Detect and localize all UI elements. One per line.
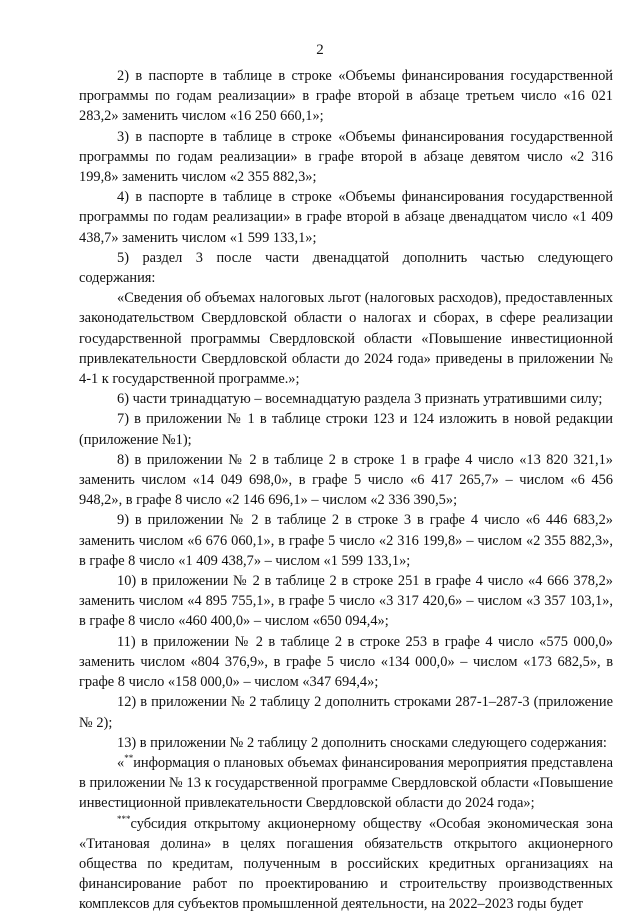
footnote-marker: ***: [117, 813, 131, 824]
footnote-triple-asterisk: [79, 814, 613, 915]
amendment-item-2: 2) в паспорте в таблице в строке «Объемы финансирования государственной программы по годам реализации» в графе второй в абзаце третьем число «16 021 283,2» заменить числом «16 250 660,1»;: [79, 68, 613, 125]
amendment-item-6: 6) части тринадцатую – восемнадцатую раздела 3 признать утратившими силу;: [117, 391, 603, 408]
footnote-marker: **: [124, 752, 134, 763]
page-number: 2: [316, 42, 324, 58]
amendment-item-5: 5) раздел 3 после части двенадцатой дополнить частью следующего содержания:: [79, 249, 613, 287]
amendment-item-9: 9) в приложении № 2 в таблице 2 в строке 3 в графе 4 число «6 446 683,2» заменить числом «6 676 060,1», в графе 5 число «2 316 199,8» – числом «2 355 882,3», в графе 8 число «1 409 438,7» – числом «1 599 133,1»;: [79, 512, 613, 569]
amendment-item-7: 7) в приложении № 1 в таблице строки 123 и 124 изложить в новой редакции (приложение №1);: [79, 411, 613, 448]
footnote-text: субсидия открытому акционерному обществу «Особая экономическая зона «Титановая долина» в целях погашения обязательств открытого акционерного общества по кредитам, полученным в российских кредитных организациях на финансирование работ по проектированию и строительству производственных комплексов для субъектов промышленной деятельности, на 2022–2023 годы будет: [79, 815, 613, 913]
amendment-item-4: 4) в паспорте в таблице в строке «Объемы финансирования государственной программы по годам реализации» в графе второй в абзаце двенадцатом число «1 409 438,7» заменить числом «1 599 133,1»;: [79, 189, 613, 246]
amendment-item-10: 10) в приложении № 2 в таблице 2 в строке 251 в графе 4 число «4 666 378,2» заменить числом «4 895 755,1», в графе 5 число «3 317 420,6» – числом «3 357 103,1», в графе 8 число «460 400,0» – числом «650 094,4»;: [79, 573, 613, 630]
amendment-item-12: 12) в приложении № 2 таблицу 2 дополнить строками 287-1–287-3 (приложение № 2);: [79, 694, 613, 731]
amendment-item-11: 11) в приложении № 2 в таблице 2 в строке 253 в графе 4 число «575 000,0» заменить числом «804 376,9», в графе 5 число «134 000,0» – числом «173 682,5», в графе 8 число «158 000,0» – числом «347 694,4»;: [79, 633, 613, 691]
quoted-insertion: «Сведения об объемах налоговых льгот (налоговых расходов), предоставленных законодательством Свердловской области о налогах и сборах, в сфере реализации государственной программы Свердловской области «Повышение инвестиционной привлекательности Свердловской области до 2024 года» приведены в приложении № 4-1 к государственной программе.»;: [79, 290, 613, 388]
amendment-item-8: 8) в приложении № 2 в таблице 2 в строке 1 в графе 4 число «13 820 321,1» заменить числом «14 049 698,0», в графе 5 число «6 417 265,7» – числом «6 456 948,2», в графе 8 число «2 146 696,1» – числом «2 336 390,5»;: [79, 451, 613, 509]
amendment-item-3: 3) в паспорте в таблице в строке «Объемы финансирования государственной программы по годам реализации» в графе второй в абзаце девятом число «2 316 199,8» заменить числом «2 355 882,3»;: [79, 128, 613, 186]
document-body: [79, 66, 613, 915]
footnote-lead-quote: «: [117, 754, 125, 771]
amendment-item-13: 13) в приложении № 2 таблицу 2 дополнить сносками следующего содержания:: [117, 734, 607, 751]
footnote-double-asterisk: [79, 753, 613, 814]
footnote-text: информация о плановых объемах финансирования мероприятия представлена в приложении № 13 к государственной программе Свердловской области «Повышение инвестиционной привлекательности Свердловской области до 2024 года»;: [79, 754, 613, 812]
